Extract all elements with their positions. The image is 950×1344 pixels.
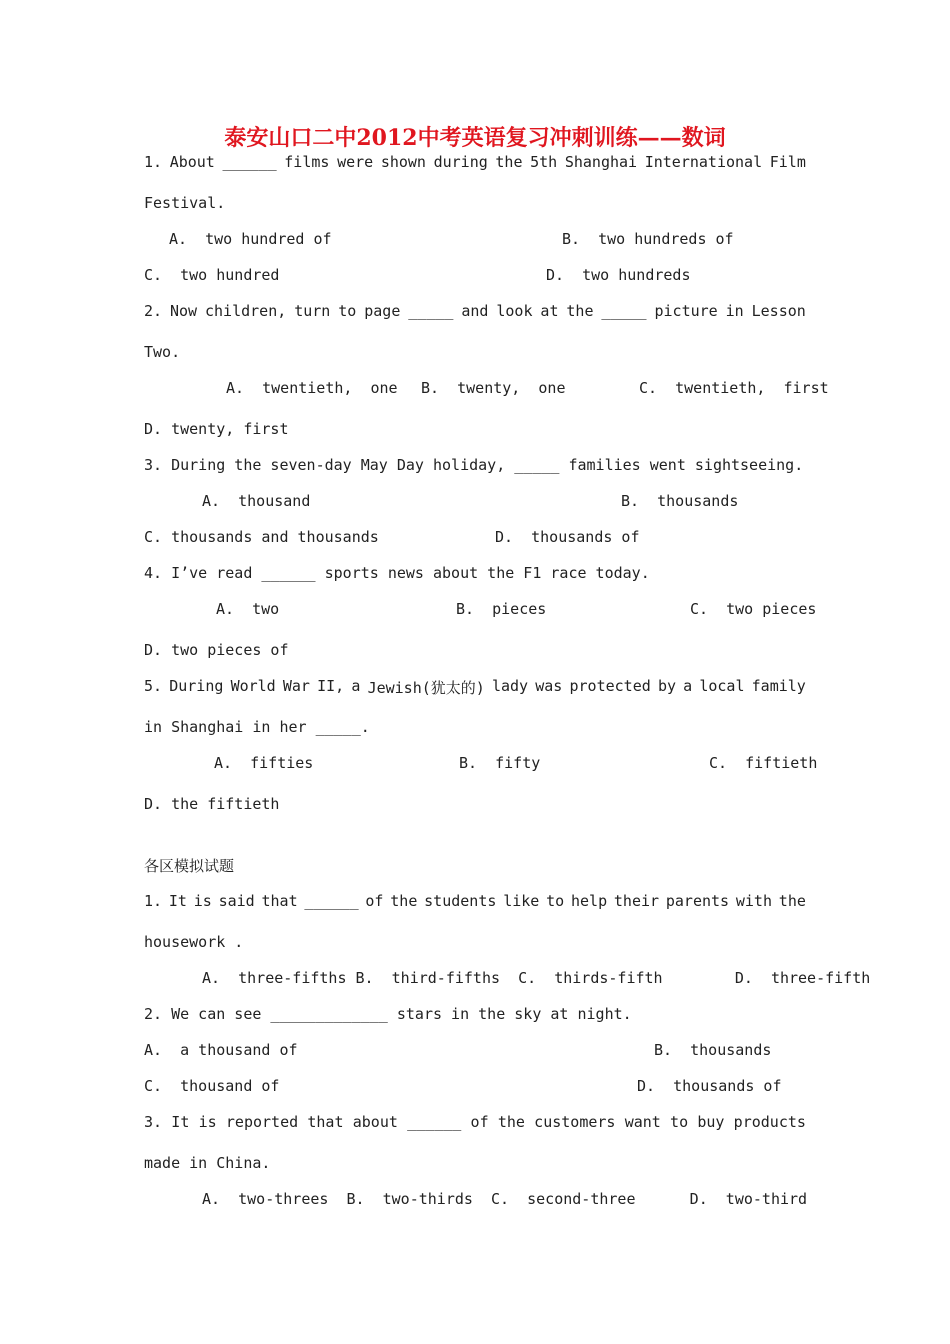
word: with (735, 892, 772, 910)
word: the (566, 302, 594, 320)
word: the (390, 892, 418, 910)
word: is (193, 892, 212, 910)
option-b: B. pieces (456, 600, 547, 618)
word: their (613, 892, 660, 910)
word: of (470, 1113, 489, 1131)
option-b: B. twenty, one (421, 379, 566, 397)
option-a: A. a thousand of (144, 1041, 298, 1059)
word: children, (205, 302, 287, 320)
word: Now (169, 302, 198, 320)
word: the (497, 1113, 525, 1131)
word: products (733, 1113, 806, 1131)
question-2: 2. We can see _____________ stars in the sky at night. (144, 1005, 632, 1023)
option-a: A. fifties (214, 754, 314, 772)
word: International (644, 153, 763, 171)
option-c: C. fiftieth (709, 754, 818, 772)
option-a: A. two hundred of (169, 230, 332, 248)
question-1-continued: housework . (144, 933, 244, 951)
word: buy (697, 1113, 725, 1131)
option-c: C. thousands and thousands (144, 528, 379, 546)
option-d: D. thousands of (495, 528, 640, 546)
option-d: D. two hundreds (546, 266, 691, 284)
word: lady (491, 677, 529, 695)
word: 3. (144, 1113, 163, 1131)
word: was (535, 677, 563, 695)
options-line: A. two-threes B. two-thirds C. second-three D. two-third (202, 1190, 808, 1208)
word: the (778, 892, 806, 910)
question-5-continued: in Shanghai in her _____. (144, 718, 370, 736)
question-3: 3. During the seven-day May Day holiday, _____ families went sightseeing. (144, 456, 804, 474)
option-d: D. two pieces of (144, 641, 289, 659)
word: _____ (601, 302, 647, 320)
word: to (546, 892, 565, 910)
word: page (364, 302, 401, 320)
question-2-continued: Two. (144, 343, 181, 361)
word: 1. (144, 153, 163, 171)
word: It (168, 892, 187, 910)
word: family (751, 677, 806, 695)
word: customers (534, 1113, 616, 1131)
word: World (230, 677, 276, 695)
option-c: C. two hundred (144, 266, 280, 284)
word: and (461, 302, 489, 320)
word: _____ (408, 302, 454, 320)
option-c: C. thousand of (144, 1077, 280, 1095)
question-2-line (144, 302, 806, 320)
word: Shanghai (564, 153, 638, 171)
word: 2. (144, 302, 163, 320)
option-b: B. two hundreds of (562, 230, 734, 248)
word: look (496, 302, 533, 320)
word: local (699, 677, 745, 695)
option-c: C. two pieces (690, 600, 817, 618)
question-1-line (144, 892, 806, 910)
word: ______ (304, 892, 359, 910)
word: help (570, 892, 608, 910)
option-d: D. twenty, first (144, 420, 289, 438)
word: It (171, 1113, 190, 1131)
word: reported (225, 1113, 299, 1131)
section-heading: 各区模拟试题 (144, 857, 235, 875)
options-line: A. three-fifths B. third-fifths C. thirds-fifth D. three-fifth (202, 969, 871, 987)
question-4: 4. I’ve read ______ sports news about the F1 race today. (144, 564, 650, 582)
word: is (198, 1113, 217, 1131)
word: ______ (222, 153, 277, 171)
word: a (683, 677, 693, 695)
word: said (218, 892, 255, 910)
word: students (424, 892, 497, 910)
word: shown (380, 153, 426, 171)
word: picture (654, 302, 718, 320)
option-d: D. the fiftieth (144, 795, 280, 813)
word: in (725, 302, 744, 320)
option-a: A. two (216, 600, 280, 618)
word: by (657, 677, 676, 695)
word: Film (769, 153, 806, 171)
word: protected (569, 677, 651, 695)
word: a (351, 677, 361, 695)
word: Jewish(犹太的) (367, 679, 485, 697)
option-a: A. thousand (202, 492, 311, 510)
question-3-continued: made in China. (144, 1154, 271, 1172)
page-title: 泰安山口二中2012中考英语复习冲刺训练——数词 (224, 125, 726, 151)
word: parents (665, 892, 730, 910)
question-1-line (144, 153, 806, 171)
word: that (307, 1113, 344, 1131)
option-b: B. thousands (654, 1041, 772, 1059)
question-3-line (144, 1113, 806, 1131)
word: were (337, 153, 374, 171)
question-5-line (144, 677, 806, 698)
option-b: B. fifty (459, 754, 541, 772)
question-1-continued: Festival. (144, 194, 226, 212)
word: like (503, 892, 540, 910)
option-a: A. twentieth, one (226, 379, 398, 397)
option-c: C. twentieth, first (639, 379, 829, 397)
word: the (495, 153, 523, 171)
option-d: D. thousands of (637, 1077, 782, 1095)
word: II, (317, 677, 345, 695)
word: War (282, 677, 310, 695)
word: ______ (407, 1113, 462, 1131)
word: want (624, 1113, 661, 1131)
word: Lesson (751, 302, 806, 320)
word: to (670, 1113, 689, 1131)
word: turn (294, 302, 331, 320)
word: of (365, 892, 384, 910)
word: about (352, 1113, 398, 1131)
word: films (284, 153, 330, 171)
word: 5. (144, 677, 163, 695)
word: During (169, 677, 224, 695)
option-b: B. thousands (621, 492, 739, 510)
word: at (540, 302, 559, 320)
word: during (433, 153, 488, 171)
word: to (338, 302, 357, 320)
word: 1. (144, 892, 163, 910)
word: About (169, 153, 215, 171)
word: that (261, 892, 298, 910)
word: 5th (530, 153, 558, 171)
